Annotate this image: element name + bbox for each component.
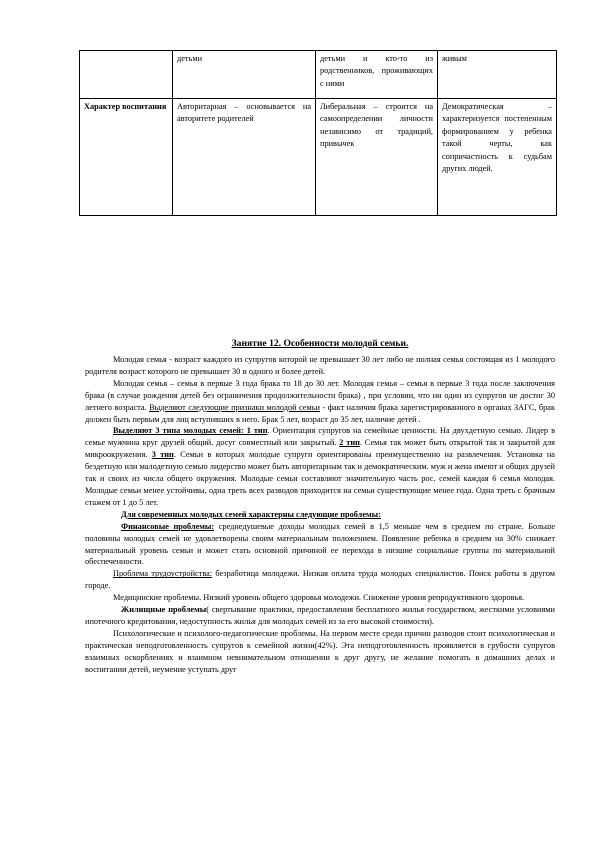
family-types-table — [79, 50, 557, 216]
paragraph-definition-1: Молодая семья - возраст каждого из супругов которой не превышает 30 лет либо не полная семья состоящая из 1 молодого родителя возраст которого не превышает 30 и одного и более детей. — [85, 355, 555, 376]
table-cell: живым — [438, 51, 557, 99]
bold-underlined-text: Финансовые проблемы: — [121, 521, 215, 531]
lesson-title: Занятие 12. Особенности молодой семьи. — [231, 338, 409, 349]
paragraph-psychological-problems: Психологические и психолого-педагогические проблемы. На первом месте среди причин разводов стоит психологическая и практическая неподготовленность супругов к семейной жизни(42%). Эта неподготовленность проявляется в грубости супругов взаимных оскорблениях и взаимном невнимательном отношении к друг другу, не желание помогать в домашних делах и воспитании детей, неумение уступать друг — [85, 628, 555, 674]
lesson-content — [85, 337, 555, 675]
paragraph-text: среднедушевые доходы молодых семей в 1,5 меньше чем в среднем по стране. Больше половины молодых семей не удовлетворены своим материальным положением. Появление ребенка в среднем на 30% снижает материальный уровень семьи и может стать основной причиной ее перехода в низшие социальные группы по материальной обеспеченности. — [85, 521, 556, 567]
table-cell: детьми — [173, 51, 316, 99]
paragraph-medical-problems: Медицинские проблемы. Низкий уровень общего здоровья молодежи. Снижение уровня репродуктивного здоровья. — [113, 593, 525, 603]
paragraph-text: Молодая семья – семья в первые 3 года брака то 18 до 30 лет. Молодая семья – семья в первые 3 года после заключения брака (в случае рождения детей без ограничения продолжительности брака) , при условии, что ни один из супругов не достиг 30 летнего возраста. — [85, 378, 555, 412]
table-cell: Либеральная – строится на самоопределении личности независимо от традиций, привычек — [316, 99, 438, 216]
paragraph-problems-heading — [85, 509, 555, 521]
underlined-text: Выделяют следующие признаки молодой семьи — [149, 402, 320, 412]
table-cell: Демократическая – характеризуется постепенным формированием у ребенка такой черты, как сопричастность к судьбам других людей. — [438, 99, 557, 216]
paragraph-text: безработица молодежи. Низкая оплата труда молодых специалистов. Поиск работы в другом городе. — [85, 569, 555, 591]
paragraph-text: . Семья так может быть открытой так и закрытой для микроокружения. — [85, 438, 555, 460]
underlined-text: Проблема трудоустройства: — [113, 569, 213, 579]
paragraph-housing-problems — [85, 604, 555, 628]
paragraph-definition-2 — [85, 378, 555, 426]
row-header-cell: Характер воспитания — [80, 99, 173, 216]
table-cell — [80, 51, 173, 99]
paragraph-text: - факт наличия брака зарегистрированного в органах ЗАГС, брак должен быть первым для лиц вступивших в него. Брак 5 лет, возраст до 35 лет, наличие детей . — [85, 402, 555, 424]
paragraph-employment-problems — [85, 568, 555, 592]
bold-underlined-text: 3 тип — [151, 450, 174, 460]
bold-text: Жилищные проблемы — [121, 605, 207, 615]
table-cell: Авторитарная – основывается на авторитете родителей — [173, 99, 316, 216]
bold-underlined-text: 2 тип — [339, 438, 360, 448]
paragraph-financial-problems — [85, 521, 555, 569]
table-row — [80, 99, 557, 216]
paragraph-text: . Семьи в которых молодые супруги ориентированы преимущественно на развлечения. Установка на бездетную или малодетную семью лидерство может быть авторитарным так и демократическим. муж и жена имеют и общих друзей так и своих из числа общего окружения. Молодые семьи составляют значительную часть рос. семей каждая 6 семья молодая. Молодые семьи менее устойчивы, одна треть всех разводов приходится на семьи существующие менее года. Одна треть с брачным стажем от 1 до 5 лет. — [85, 450, 555, 507]
paragraph-family-types — [85, 425, 555, 508]
table-row — [80, 51, 557, 99]
table-cell: детьми и кто-то из родственников, проживающих с ними — [316, 51, 438, 99]
paragraph-text: . Ориентация супругов на семейные ценности. На двухдетную семью. Лидер в семье мужчина круг друзей общий. досуг совместный или закрытый. — [85, 426, 555, 448]
bold-underlined-text: Для современных молодых семей характерны следующие проблемы: — [121, 509, 381, 519]
paragraph-text: ( свертывание практики, предоставления бесплатного жилья государством, жесткими условиями ипотечного кредитования, недоступность жилья для молодых семей из за его высокой стоимости). — [85, 605, 555, 626]
bold-underlined-text: Выделяют 3 типа молодых семей: 1 тип — [113, 426, 268, 436]
